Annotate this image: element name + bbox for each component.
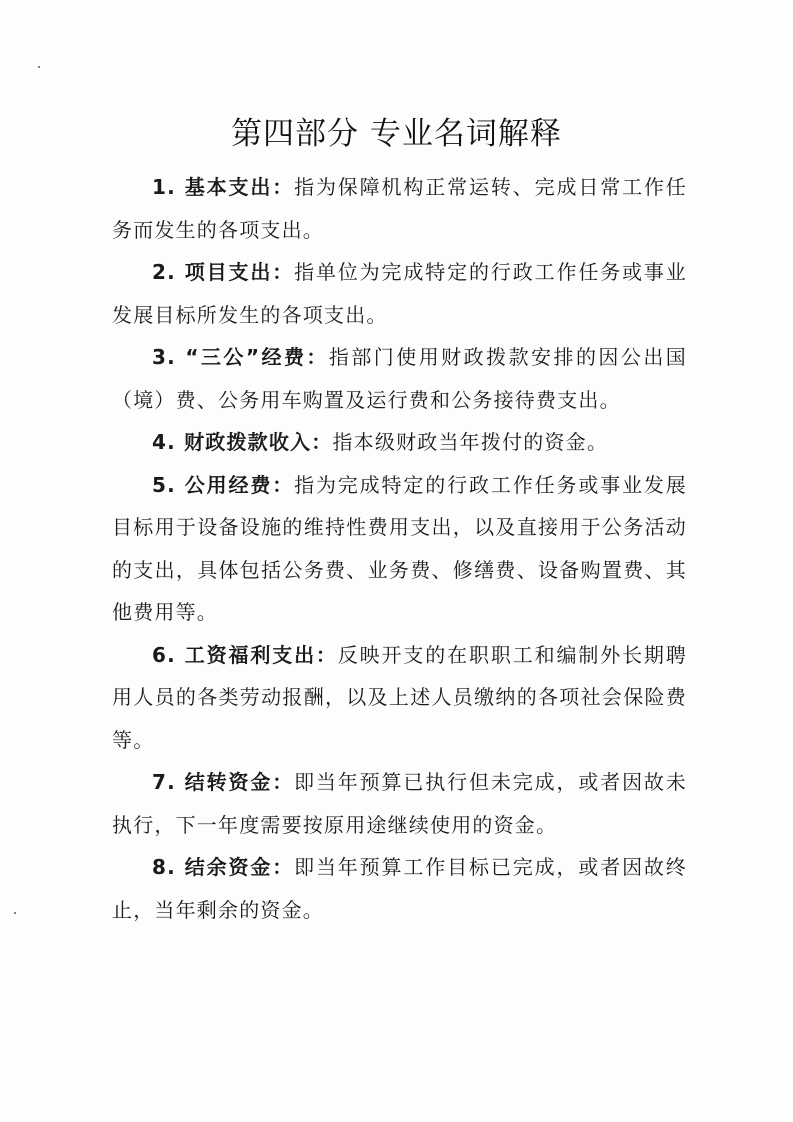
definition-item — [112, 421, 687, 464]
definition-term: 1. 基本支出： — [152, 175, 295, 199]
definitions-list — [112, 166, 687, 931]
definition-term: 2. 项目支出： — [152, 260, 295, 284]
definition-text: 即当年预算工作目标已完成，或者因故终止，当年剩余的资金。 — [112, 855, 687, 922]
definition-item — [112, 166, 687, 251]
definition-item — [112, 846, 687, 931]
definition-term: 8. 结余资金： — [152, 855, 295, 879]
definition-text: 反映开支的在职职工和编制外长期聘用人员的各类劳动报酬，以及上述人员缴纳的各项社会保险费等。 — [112, 642, 687, 752]
definition-item — [112, 251, 687, 336]
definition-text: 指为保障机构正常运转、完成日常工作任务而发生的各项支出。 — [112, 175, 687, 242]
page-title: 第四部分 专业名词解释 — [231, 116, 562, 152]
definition-item — [112, 634, 687, 762]
definition-text: 即当年预算已执行但未完成，或者因故未执行，下一年度需要按原用途继续使用的资金。 — [112, 770, 687, 837]
definition-term: 6. 工资福利支出： — [152, 642, 338, 667]
definition-term: 5. 公用经费： — [152, 472, 295, 497]
definition-text: 指本级财政当年拨付的资金。 — [332, 430, 609, 454]
definition-text: 指单位为完成特定的行政工作任务或事业发展目标所发生的各项支出。 — [112, 260, 687, 327]
definition-item — [112, 761, 687, 846]
scan-speck — [38, 66, 40, 68]
definition-text: 指为完成特定的行政工作任务或事业发展目标用于设备设施的维持性费用支出，以及直接用于公务活动的支出，具体包括公务费、业务费、修缮费、设备购置费、其他费用等。 — [112, 472, 687, 624]
definition-text: 指部门使用财政拨款安排的因公出国（境）费、公务用车购置及运行费和公务接待费支出。 — [112, 345, 688, 412]
scan-speck — [14, 912, 16, 914]
definition-term: 7. 结转资金： — [152, 770, 295, 794]
definition-term: 3. “三公”经费： — [152, 345, 329, 369]
definition-term: 4. 财政拨款收入： — [152, 430, 333, 454]
definition-item — [112, 336, 687, 421]
definition-item — [112, 464, 687, 634]
